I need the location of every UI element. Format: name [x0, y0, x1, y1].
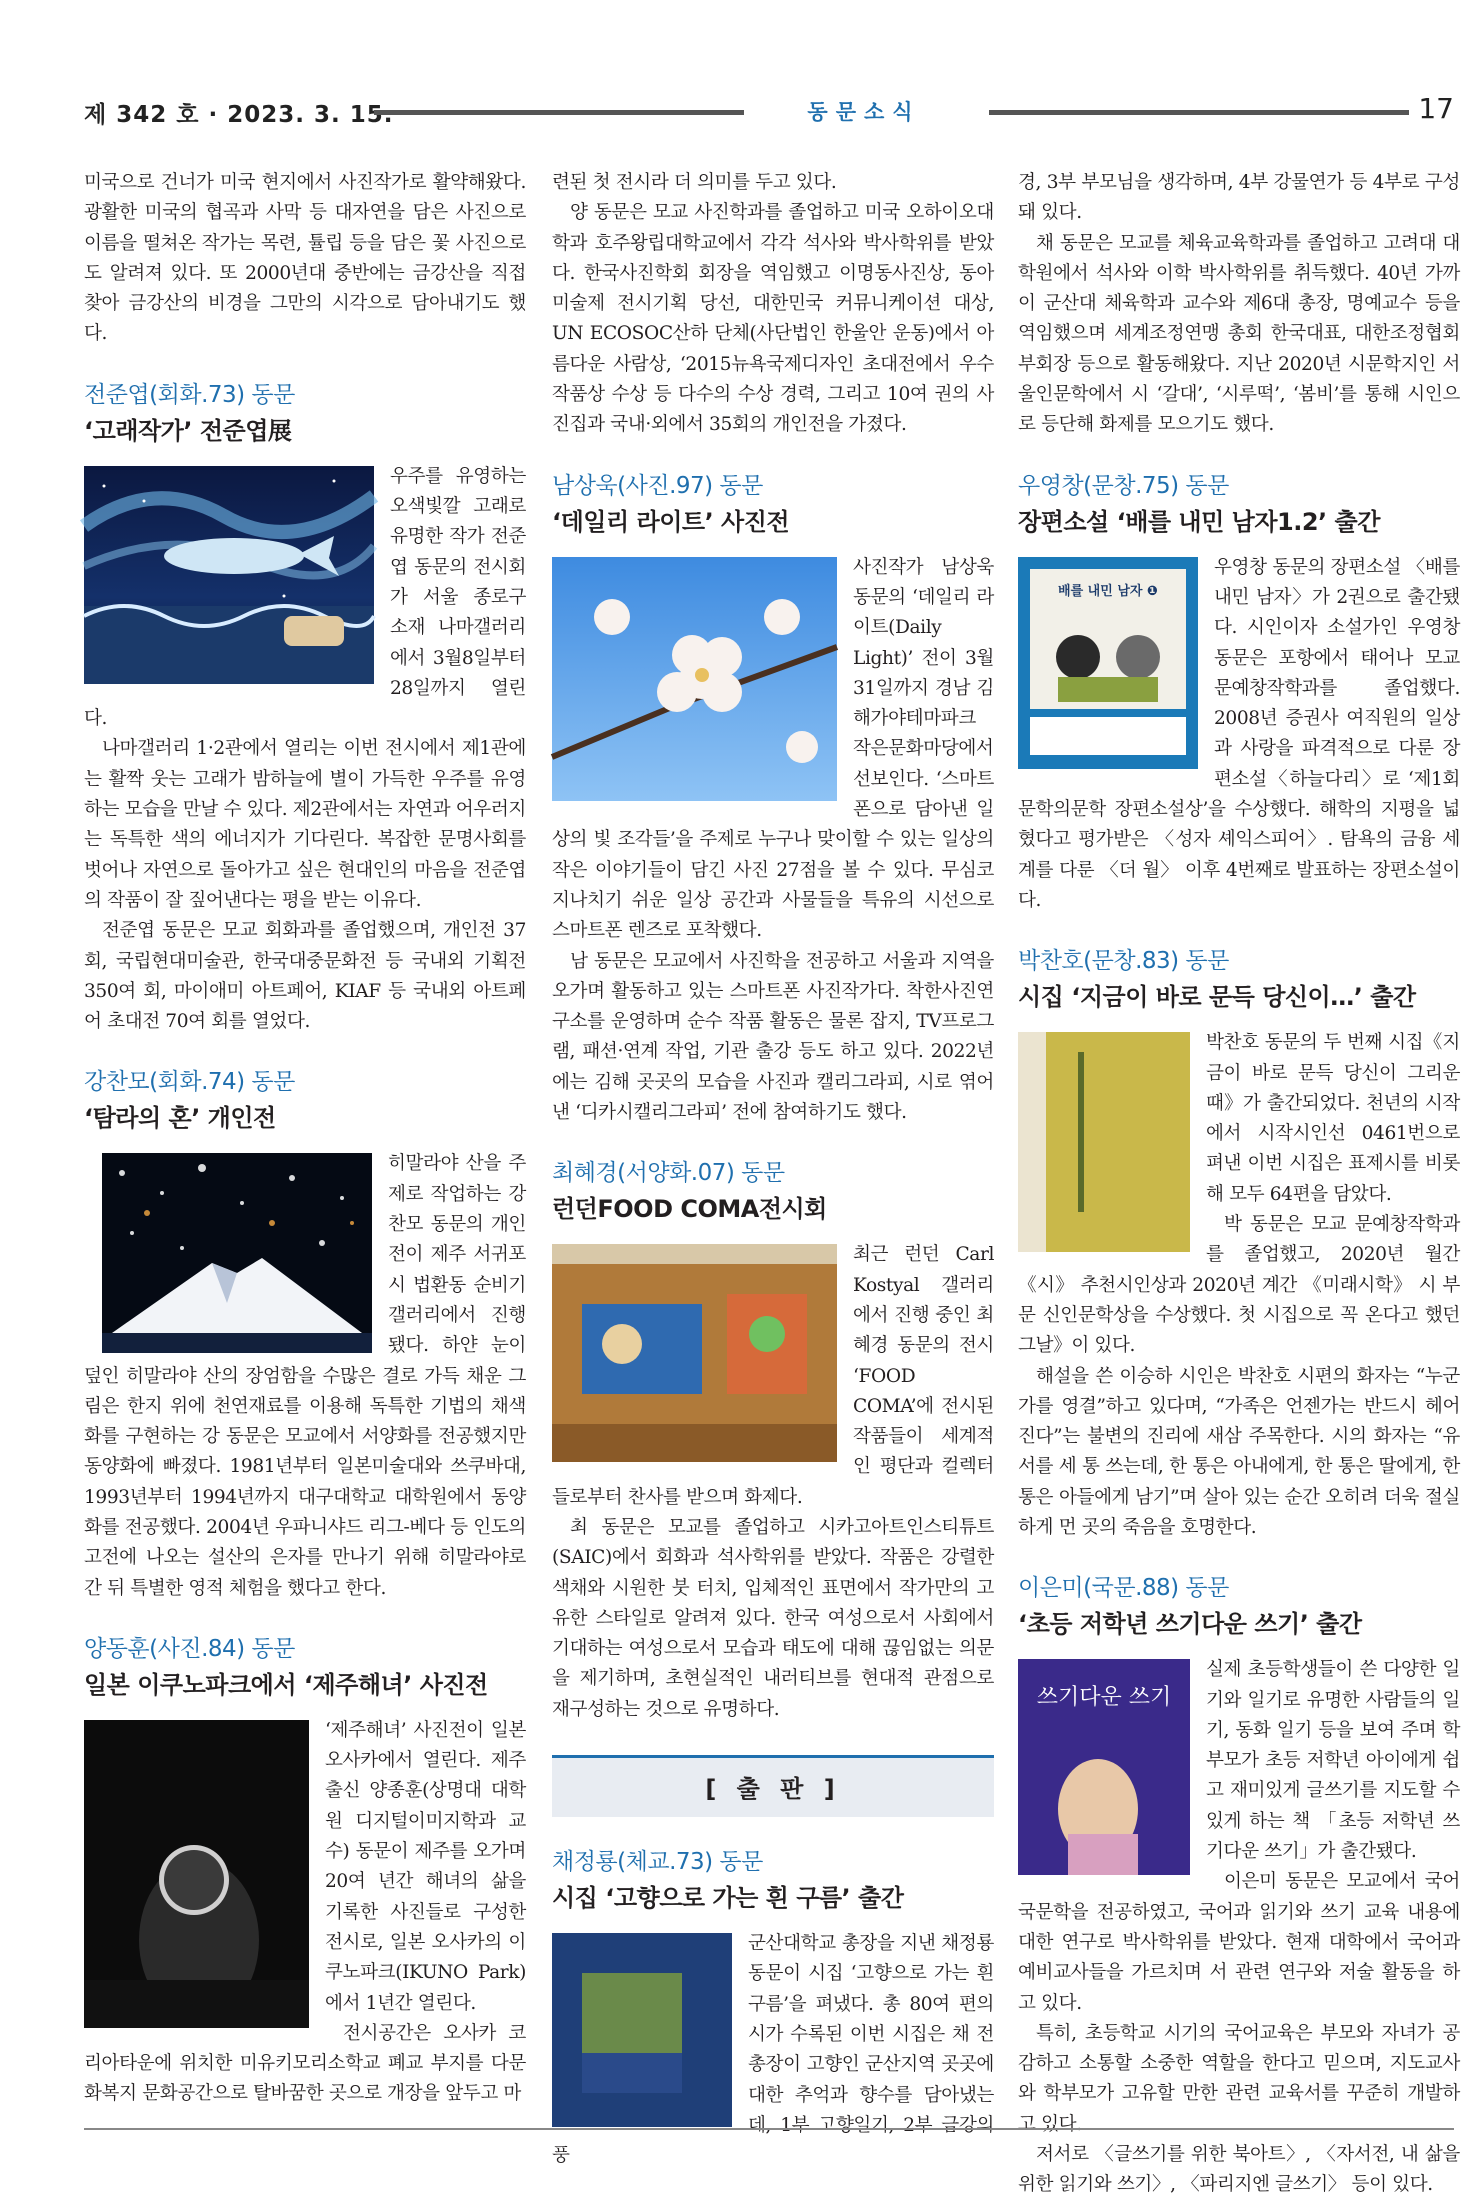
article-body: 우주를 유영하는 오색빛깔 고래로 유명한 작가 전준엽 동문의 전시회가 서울 종로구 소재 나마갤러리에서 3월8일부터 28일까지 열린다.	[84, 465, 526, 730]
continued-text: 채 동문은 모교를 체육교육학과를 졸업하고 고려대 대학원에서 석사와 이학 박사학위를 취득했다. 40년 가까이 군산대 체육학과 교수와 제6대 총장, 명예교수 등을 역임했으며 세계조정연맹 총회 한국대표, 대한조정협회 부회장 등으로 활동해왔다. 지난 2020년 시문학지인 서울인문학에서 시 ‘갈대’, ‘시루떡’, ‘봄비’를 통해 시인으로 등단해 화제를 모으기도 했다.	[1018, 232, 1460, 436]
page-header	[84, 92, 1454, 132]
book-cover-image	[1018, 1032, 1190, 1252]
book-cover-title: 쓰기다운 쓰기	[1036, 1685, 1172, 1711]
issue-info: 제 342 호 · 2023. 3. 15.	[84, 102, 394, 128]
article-name: 남상욱(사진.97) 동문	[552, 472, 763, 499]
header-rule-right	[989, 110, 1409, 115]
footer-rule	[84, 2128, 1454, 2130]
article-body: 특히, 초등학교 시기의 국어교육은 부모와 자녀가 공감하고 소통할 소중한 역할을 한다고 믿으며, 지도교사와 학부모가 고유할 만한 관련 교육서를 꾸준히 개발하고 있다.	[1018, 2022, 1460, 2135]
article-name: 양동훈(사진.84) 동문	[84, 1635, 295, 1662]
whale-painting-image	[84, 466, 374, 684]
article-body: 군산대학교 총장을 지낸 채정룡 동문이 시집 ‘고향으로 가는 흰 구름’을 펴냈다. 총 80여 편의 시가 수록된 이번 시집은 채 전 총장이 고향인 군산지역 곳곳에 대한 추억과 향수를 담아냈는데, 1부 고향일기, 2부 금강의 풍	[552, 1933, 994, 2167]
page-number: 17	[1418, 92, 1454, 125]
article-body: 실제 초등학생들이 쓴 다양한 일기와 일기로 유명한 사람들의 일기, 동화 일기 등을 보여 주며 학부모가 초등 저학년 아이에게 쉽고 재미있게 글쓰기를 지도할 수 있게 하는 책 「초등 저학년 쓰기다운 쓰기」가 출간됐다.	[1206, 1659, 1460, 1863]
article-body: 우영창 동문의 장편소설 〈배를 내민 남자〉가 2권으로 출간됐다. 시인이자 소설가인 우영창 동문은 포항에서 태어나 모교 문예창작학과를 졸업했다. 2008년 증권사 여직원의 일상과 사랑을 파격적으로 다룬 장편소설〈하늘다리〉로 ‘제1회 문학의문학 장편소설상’을 수상했다. 해학의 지평을 넓혔다고 평가받은 〈성자 셰익스피어〉. 탐욕의 금융 세계를 다룬 〈더 월〉 이후 4번째로 발표하는 장편소설이다.	[1018, 556, 1460, 911]
article-body: ‘제주해녀’ 사진전이 일본 오사카에서 열린다. 제주 출신 양종훈(상명대 대학원 디지털이미지학과 교수) 동문이 제주를 오가며 20여 년간 해녀의 삶을 기록한 사진들로 구성한 전시로, 일본 오사카의 이쿠노파크(IKUNO Park)에서 1년간 열린다.	[325, 1719, 526, 2014]
article-body: 박 동문은 모교 문예창작학과를 졸업했고, 2020년 월간 《시》 추천시인상과 2020년 계간 《미래시학》 시 부문 신인문학상을 수상했다. 첫 시집으로 꼭 온다고 했던 그날》이 있다.	[1018, 1214, 1460, 1357]
plum-blossom-photo-image	[552, 557, 837, 801]
publication-section-header: [ 출 판 ]	[552, 1755, 994, 1817]
article-title: 장편소설 ‘배를 내민 남자1.2’ 출간	[1018, 507, 1380, 536]
article-title: 시집 ‘고향으로 가는 흰 구름’ 출간	[552, 1884, 904, 1913]
article-body: 해설을 쓴 이승하 시인은 박찬호 시편의 화자는 “누군가를 영결”하고 있다며, “가족은 언젠가는 반드시 헤어진다”는 불변의 진리에 새삼 주목한다. 시의 화자는 “유서를 세 통 쓰는데, 한 통은 아내에게, 한 통은 딸에게, 한 통은 아들에게 남기”며 살아 있는 순간 오히려 더욱 절실하게 먼 곳의 죽음을 호명한다.	[1018, 1365, 1460, 1538]
section-title: 동문소식	[807, 100, 921, 124]
book-cover-image	[1018, 1659, 1190, 1875]
continued-text: 경, 3부 부모님을 생각하며, 4부 강물연가 등 4부로 구성돼 있다.	[1018, 172, 1460, 224]
article-body: 최 동문은 모교를 졸업하고 시카고아트인스티튜트(SAIC)에서 회화과 석사학위를 받았다. 작품은 강렬한 색채와 시원한 붓 터치, 입체적인 표면에서 작가만의 고유한 스타일로 알려져 있다. 한국 여성으로서 사회에서 기대하는 여성으로서 모습과 태도에 대해 끊임없는 의문을 제기하며, 초현실적인 내러티브를 현대적 관점으로 재구성하는 것으로 유명하다.	[552, 1516, 994, 1720]
article-name: 채정룡(체교.73) 동문	[552, 1849, 763, 1876]
gallery-exhibition-photo-image	[552, 1244, 837, 1462]
book-cover-image	[1018, 557, 1198, 769]
article-name: 강찬모(회화.74) 동문	[84, 1069, 295, 1096]
article-title: ‘초등 저학년 쓰기다운 쓰기’ 출간	[1018, 1610, 1362, 1639]
article-title: 일본 이쿠노파크에서 ‘제주해녀’ 사진전	[84, 1670, 488, 1699]
article-name: 박찬호(문창.83) 동문	[1018, 948, 1229, 975]
continued-text: 양 동문은 모교 사진학과를 졸업하고 미국 오하이오대학과 호주왕립대학교에서 각각 석사와 박사학위를 받았다. 한국사진학회 회장을 역임했고 이명동사진상, 동아미술제 전시기획 당선, 대한민국 커뮤니케이션 대상, UN ECOSOC산하 단체(사단법인 한울안 운동)에서 아름다운 사람상, ‘2015뉴욕국제디자인 초대전에서 우수작품상 수상 등 다수의 수상 경력, 그리고 10여 권의 사진집과 국내·외에서 35회의 개인전을 가졌다.	[552, 202, 994, 436]
article-name: 이은미(국문.88) 동문	[1018, 1575, 1229, 1602]
column-2	[552, 168, 994, 2171]
article-title: 런던FOOD COMA전시회	[552, 1195, 827, 1224]
column-1	[84, 168, 526, 2110]
article-body: 나마갤러리 1·2관에서 열리는 이번 전시에서 제1관에는 활짝 웃는 고래가 밤하늘에 별이 가득한 우주를 유영하는 모습을 만날 수 있다. 제2관에서는 자연과 어우러지는 독특한 색의 에너지가 기다린다. 복잡한 문명사회를 벗어나 자연으로 돌아가고 싶은 현대인의 마음을 전준엽의 작품이 잘 짚어낸다는 평을 받는 이유다.	[84, 738, 526, 911]
article-body: 박찬호 동문의 두 번째 시집《지금이 바로 문득 당신이 그리운 때》가 출간되었다. 천년의 시작에서 시작시인선 0461번으로 펴낸 이번 시집은 표제시를 비롯해 모두 64편을 담았다.	[1206, 1032, 1460, 1205]
article-title: ‘탐라의 혼’ 개인전	[84, 1104, 276, 1133]
article-name: 최혜경(서양화.07) 동문	[552, 1160, 785, 1187]
header-rule-left	[374, 110, 744, 115]
himalaya-painting-image	[102, 1153, 372, 1353]
article-body: 전준엽 동문은 모교 회화과를 졸업했으며, 개인전 37회, 국립현대미술관, 한국대중문화전 등 국내외 기획전 350여 회, 마이애미 아트페어, KIAF 등 국내외 아트페어 초대전 70여 회를 열었다.	[84, 920, 526, 1033]
article-name: 우영창(문창.75) 동문	[1018, 472, 1229, 499]
article-body: 이은미 동문은 모교에서 국어국문학을 전공하였고, 국어과 읽기와 쓰기 교육 내용에 대한 연구로 박사학위를 받았다. 현재 대학에서 국어과 예비교사들을 가르치며 서 관련 연구와 저술 활동을 하고 있다.	[1018, 1871, 1460, 2014]
article-body: 저서로 〈글쓰기를 위한 북아트〉, 〈자서전, 내 삶을 위한 읽기와 쓰기〉, 〈파리지엔 글쓰기〉 등이 있다.	[1018, 2144, 1460, 2196]
article-body: 히말라야 산을 주제로 작업하는 강찬모 동문의 개인전이 제주 서귀포시 법환동 순비기 갤러리에서 진행됐다. 하얀 눈이 덮인 히말라야 산의 장엄함을 수많은 결로 가득 채운 그림은 한지 위에 천연재료를 이용해 독특한 기법의 채색화를 구현하는 강 동문은 모교에서 서양화를 전공했지만 동양화에 빠졌다. 1981년부터 일본미술대와 쓰쿠바대, 1993년부터 1994년까지 대구대학교 대학원에서 동양화를 전공했다. 2004년 우파니샤드 리그-베다 등 인도의 고전에 나오는 설산의 은자를 만나기 위해 히말라야로 간 뒤 특별한 영적 체험을 했다고 한다.	[84, 1153, 526, 1599]
article-body: 최근 런던 Carl Kostyal 갤러리에서 진행 중인 최혜경 동문의 전시 ‘FOOD COMA’에 전시된 작품들이 세계적인 평단과 컬렉터들로부터 찬사를 받으며 화제다.	[552, 1244, 994, 1508]
continued-text: 련된 첫 전시라 더 의미를 두고 있다.	[552, 172, 837, 193]
article-title: 시집 ‘지금이 바로 문득 당신이…’ 출간	[1018, 983, 1416, 1012]
article-body: 전시공간은 오사카 코리아타운에 위치한 미유키모리소학교 폐교 부지를 다문화복지 문화공간으로 탈바꿈한 곳으로 개장을 앞두고 마	[84, 2022, 526, 2105]
column-3	[1018, 168, 1460, 2201]
article-body: 남 동문은 모교에서 사진학을 전공하고 서울과 지역을 오가며 활동하고 있는 스마트폰 사진작가다. 착한사진연구소를 운영하며 순수 작품 활동은 물론 잡지, TV프로그램, 패션·연계 작업, 기관 출강 등도 하고 있다. 2022년에는 김해 곳곳의 모습을 사진과 캘리그라피, 시로 엮어낸 ‘디카시캘리그라피’ 전에 참여하기도 했다.	[552, 950, 994, 1124]
article-name: 전준엽(회화.73) 동문	[84, 381, 295, 408]
book-cover-title: 배를 내민 남자 ❶	[1058, 583, 1158, 599]
book-cover-image	[552, 1933, 732, 2127]
jeju-haenyeo-poster-image	[84, 1720, 309, 2028]
continued-text: 미국으로 건너가 미국 현지에서 사진작가로 활약해왔다. 광활한 미국의 협곡과 사막 등 대자연을 담은 사진으로 이름을 떨쳐온 작가는 목련, 튤립 등을 담은 꽃 사진으로도 알려져 있다. 또 2000년대 중반에는 금강산을 직접 찾아 금강산의 비경을 그만의 시각으로 담아내기도 했다.	[84, 172, 526, 345]
article-title: ‘데일리 라이트’ 사진전	[552, 507, 790, 536]
article-body: 사진작가 남상욱 동문의 ‘데일리 라이트(Daily Light)’ 전이 3월 31일까지 경남 김해가야테마파크 작은문화마당에서 선보인다. ‘스마트폰으로 담아낸 일상의 빛 조각들’을 주제로 누구나 맞이할 수 있는 일상의 작은 이야기들이 담긴 사진 27점을 볼 수 있다. 무심코 지나치기 쉬운 일상 공간과 사물들을 특유의 시선으로 스마트폰 렌즈로 포착했다.	[552, 556, 994, 942]
article-title: ‘고래작가’ 전준엽展	[84, 416, 292, 445]
